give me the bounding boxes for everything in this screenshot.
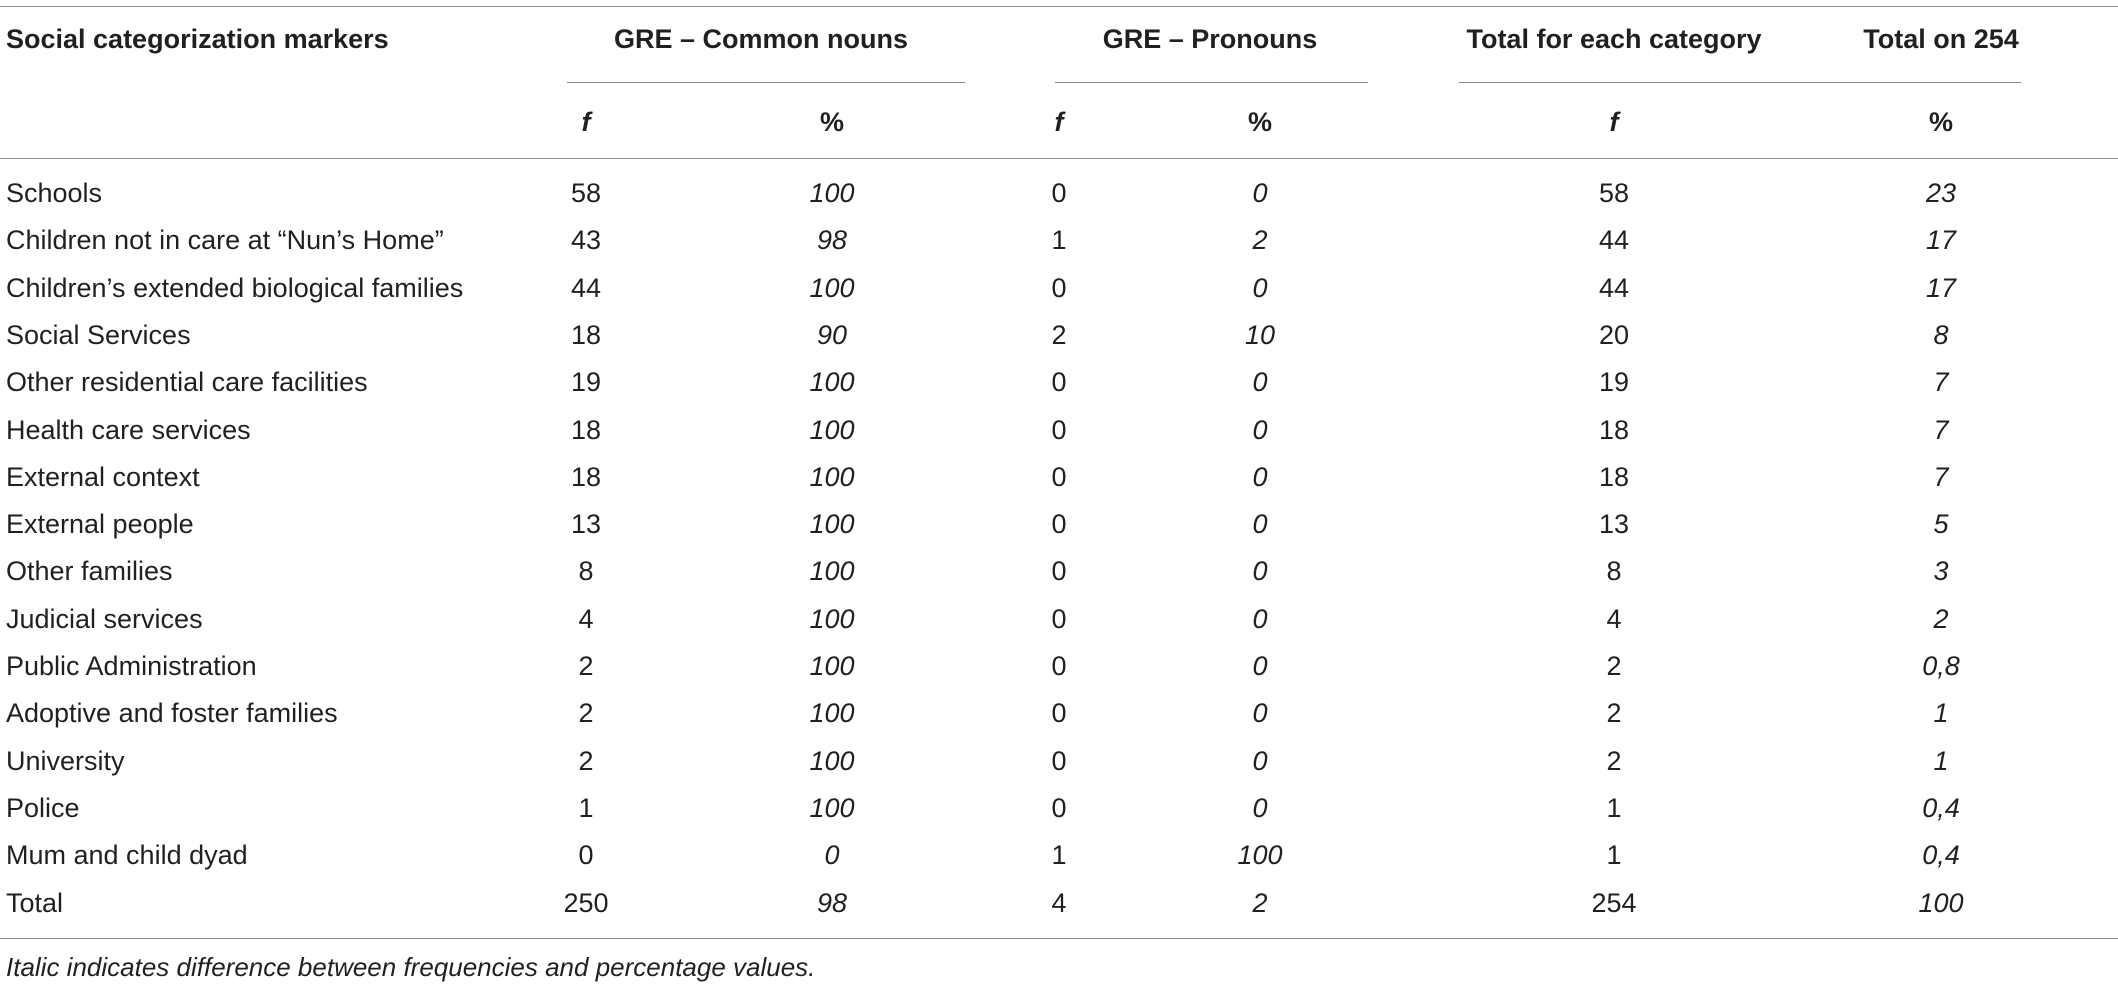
cell-pr-pct: 0: [1252, 698, 1268, 728]
pronouns-span-rule: [1055, 82, 1368, 83]
cell-label: Total: [6, 888, 64, 918]
cell-pr-f: 2: [1051, 320, 1067, 350]
cell-tc-f: 4: [1606, 604, 1622, 634]
subheader-t254-pct: %: [1928, 107, 1954, 137]
cell-pr-pct: 0: [1252, 273, 1268, 303]
cell-cn-pct: 0: [824, 840, 840, 870]
cell-tc-f: 254: [1591, 888, 1637, 918]
cell-tc-f: 44: [1598, 225, 1630, 255]
cell-pr-pct: 0: [1252, 367, 1268, 397]
cell-pr-f: 0: [1051, 462, 1067, 492]
cell-tc-f: 2: [1606, 651, 1622, 681]
header-pronouns: GRE – Pronouns: [1102, 24, 1318, 54]
cell-pr-pct: 0: [1252, 556, 1268, 586]
cell-pr-f: 0: [1051, 178, 1067, 208]
cell-t254-pct: 0,4: [1922, 793, 1960, 823]
cell-cn-pct: 100: [809, 509, 855, 539]
subheader-tc-f: f: [1609, 107, 1619, 137]
cell-label: Public Administration: [6, 651, 257, 681]
cell-cn-pct: 98: [816, 225, 848, 255]
subheader-cn-f: f: [581, 107, 591, 137]
cell-t254-pct: 7: [1933, 415, 1949, 445]
cell-cn-f: 250: [563, 888, 609, 918]
cell-t254-pct: 17: [1925, 273, 1957, 303]
cell-tc-f: 2: [1606, 746, 1622, 776]
bottom-rule: [0, 938, 2118, 939]
cell-t254-pct: 7: [1933, 462, 1949, 492]
cell-cn-pct: 100: [809, 793, 855, 823]
cell-label: Other families: [6, 556, 173, 586]
cell-pr-f: 0: [1051, 415, 1067, 445]
cell-pr-pct: 10: [1244, 320, 1276, 350]
cell-t254-pct: 17: [1925, 225, 1957, 255]
cell-t254-pct: 23: [1925, 178, 1957, 208]
header-common-nouns: GRE – Common nouns: [613, 24, 909, 54]
cell-cn-pct: 100: [809, 651, 855, 681]
cell-cn-f: 58: [570, 178, 602, 208]
cell-cn-f: 0: [578, 840, 594, 870]
cell-cn-f: 8: [578, 556, 594, 586]
cell-tc-f: 19: [1598, 367, 1630, 397]
cell-cn-f: 18: [570, 415, 602, 445]
cell-cn-pct: 100: [809, 367, 855, 397]
header-rule: [0, 158, 2118, 159]
cell-tc-f: 1: [1606, 793, 1622, 823]
cell-pr-pct: 0: [1252, 793, 1268, 823]
cell-cn-f: 18: [570, 462, 602, 492]
cell-cn-pct: 100: [809, 556, 855, 586]
cell-pr-f: 4: [1051, 888, 1067, 918]
totals-span-rule: [1459, 82, 2021, 83]
cell-pr-f: 0: [1051, 746, 1067, 776]
cell-cn-pct: 100: [809, 746, 855, 776]
cell-t254-pct: 100: [1918, 888, 1964, 918]
cell-t254-pct: 8: [1933, 320, 1949, 350]
cell-pr-pct: 0: [1252, 651, 1268, 681]
subheader-pr-pct: %: [1247, 107, 1273, 137]
header-markers: Social categorization markers: [6, 24, 389, 54]
cell-t254-pct: 1: [1933, 698, 1949, 728]
cell-cn-f: 19: [570, 367, 602, 397]
cell-cn-pct: 90: [816, 320, 848, 350]
cell-label: Judicial services: [6, 604, 203, 634]
cell-cn-f: 43: [570, 225, 602, 255]
cell-tc-f: 8: [1606, 556, 1622, 586]
cell-cn-f: 13: [570, 509, 602, 539]
header-total-category: Total for each category: [1466, 24, 1762, 54]
cell-cn-f: 18: [570, 320, 602, 350]
cell-tc-f: 20: [1598, 320, 1630, 350]
cell-tc-f: 44: [1598, 273, 1630, 303]
cell-pr-f: 1: [1051, 225, 1067, 255]
cell-tc-f: 1: [1606, 840, 1622, 870]
cell-pr-pct: 100: [1237, 840, 1283, 870]
cell-t254-pct: 0,8: [1922, 651, 1960, 681]
common-nouns-span-rule: [567, 82, 965, 83]
cell-label: Children’s extended biological families: [6, 273, 464, 303]
cell-label: Police: [6, 793, 80, 823]
cell-cn-pct: 100: [809, 273, 855, 303]
cell-t254-pct: 3: [1933, 556, 1949, 586]
cell-pr-f: 0: [1051, 509, 1067, 539]
cell-pr-f: 0: [1051, 367, 1067, 397]
cell-label: Adoptive and foster families: [6, 698, 338, 728]
cell-label: University: [6, 746, 125, 776]
cell-tc-f: 2: [1606, 698, 1622, 728]
cell-pr-pct: 2: [1252, 225, 1268, 255]
cell-cn-pct: 100: [809, 604, 855, 634]
cell-label: Children not in care at “Nun’s Home”: [6, 225, 444, 255]
cell-pr-f: 0: [1051, 556, 1067, 586]
cell-label: Health care services: [6, 415, 251, 445]
cell-tc-f: 58: [1598, 178, 1630, 208]
cell-label: Social Services: [6, 320, 191, 350]
cell-pr-pct: 0: [1252, 178, 1268, 208]
cell-pr-f: 0: [1051, 698, 1067, 728]
cell-t254-pct: 2: [1933, 604, 1949, 634]
cell-pr-pct: 0: [1252, 415, 1268, 445]
cell-pr-pct: 0: [1252, 746, 1268, 776]
cell-pr-f: 0: [1051, 604, 1067, 634]
cell-label: Schools: [6, 178, 103, 208]
cell-cn-pct: 98: [816, 888, 848, 918]
cell-pr-f: 0: [1051, 651, 1067, 681]
cell-label: Other residential care facilities: [6, 367, 368, 397]
cell-pr-f: 0: [1051, 793, 1067, 823]
cell-t254-pct: 7: [1933, 367, 1949, 397]
cell-tc-f: 18: [1598, 415, 1630, 445]
cell-label: External context: [6, 462, 200, 492]
table-footnote: Italic indicates difference between frequencies and percentage values.: [6, 952, 816, 982]
cell-cn-f: 1: [578, 793, 594, 823]
cell-label: External people: [6, 509, 194, 539]
cell-cn-pct: 100: [809, 415, 855, 445]
subheader-pr-f: f: [1054, 107, 1064, 137]
cell-tc-f: 18: [1598, 462, 1630, 492]
cell-t254-pct: 1: [1933, 746, 1949, 776]
cell-cn-f: 2: [578, 746, 594, 776]
cell-cn-pct: 100: [809, 462, 855, 492]
cell-cn-f: 2: [578, 698, 594, 728]
cell-pr-pct: 0: [1252, 604, 1268, 634]
cell-cn-f: 4: [578, 604, 594, 634]
top-rule: [0, 6, 2118, 7]
cell-pr-f: 0: [1051, 273, 1067, 303]
cell-tc-f: 13: [1598, 509, 1630, 539]
subheader-cn-pct: %: [819, 107, 845, 137]
cell-pr-f: 1: [1051, 840, 1067, 870]
cell-pr-pct: 0: [1252, 462, 1268, 492]
header-total-254: Total on 254: [1863, 24, 2019, 54]
cell-cn-pct: 100: [809, 698, 855, 728]
cell-t254-pct: 5: [1933, 509, 1949, 539]
cell-t254-pct: 0,4: [1922, 840, 1960, 870]
cell-cn-f: 2: [578, 651, 594, 681]
cell-pr-pct: 2: [1252, 888, 1268, 918]
cell-cn-pct: 100: [809, 178, 855, 208]
cell-label: Mum and child dyad: [6, 840, 248, 870]
cell-pr-pct: 0: [1252, 509, 1268, 539]
cell-cn-f: 44: [570, 273, 602, 303]
